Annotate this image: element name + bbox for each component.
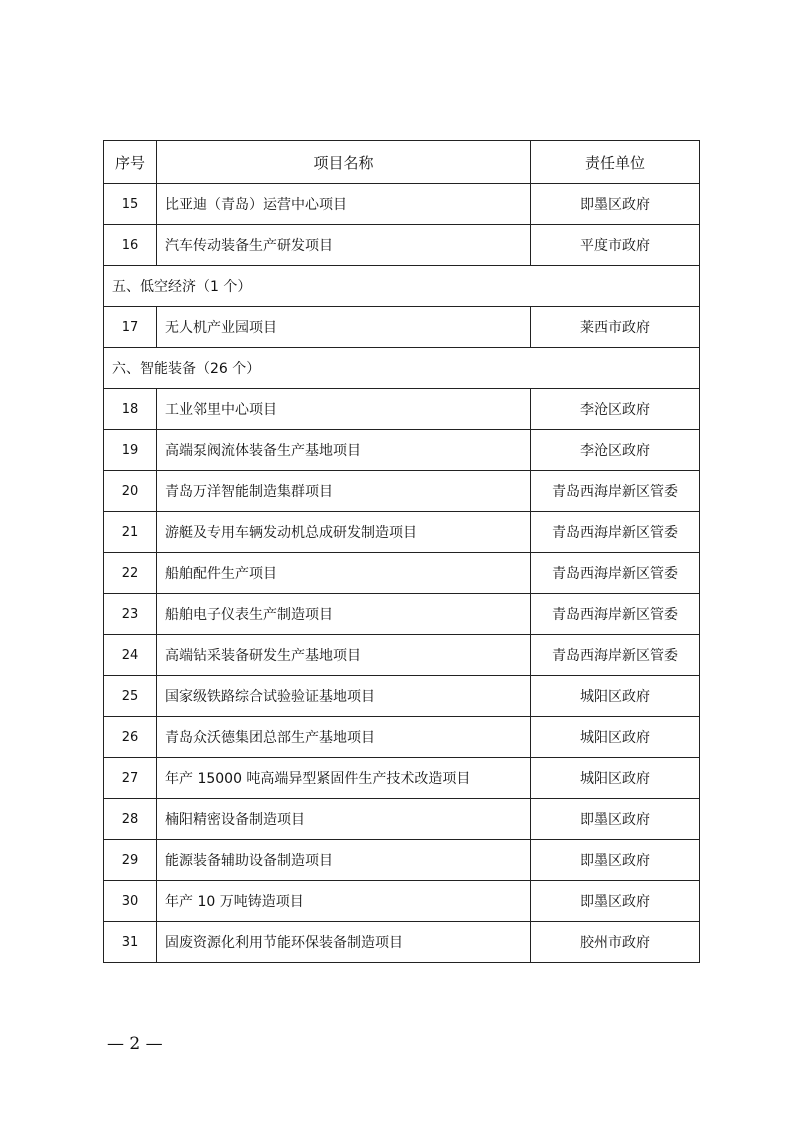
row-project-name: 楠阳精密设备制造项目 <box>157 799 531 840</box>
row-responsible-unit: 李沧区政府 <box>531 430 700 471</box>
row-responsible-unit: 青岛西海岸新区管委 <box>531 594 700 635</box>
row-index: 19 <box>104 430 157 471</box>
row-index: 17 <box>104 307 157 348</box>
table-row <box>104 512 700 553</box>
row-index: 31 <box>104 922 157 963</box>
table-row <box>104 389 700 430</box>
table-row <box>104 676 700 717</box>
section-row <box>104 348 700 389</box>
row-responsible-unit: 城阳区政府 <box>531 676 700 717</box>
row-project-name: 固废资源化利用节能环保装备制造项目 <box>157 922 531 963</box>
row-responsible-unit: 胶州市政府 <box>531 922 700 963</box>
row-responsible-unit: 即墨区政府 <box>531 799 700 840</box>
row-responsible-unit: 城阳区政府 <box>531 717 700 758</box>
table-row <box>104 184 700 225</box>
row-responsible-unit: 青岛西海岸新区管委 <box>531 512 700 553</box>
table-row <box>104 430 700 471</box>
table-row <box>104 635 700 676</box>
project-table <box>103 140 700 963</box>
row-index: 18 <box>104 389 157 430</box>
section-row <box>104 266 700 307</box>
row-project-name: 青岛众沃德集团总部生产基地项目 <box>157 717 531 758</box>
section-label: 六、智能装备（26 个） <box>104 348 700 389</box>
table-row <box>104 307 700 348</box>
row-project-name: 青岛万洋智能制造集群项目 <box>157 471 531 512</box>
row-index: 28 <box>104 799 157 840</box>
row-index: 16 <box>104 225 157 266</box>
row-responsible-unit: 平度市政府 <box>531 225 700 266</box>
row-index: 23 <box>104 594 157 635</box>
row-index: 27 <box>104 758 157 799</box>
row-index: 15 <box>104 184 157 225</box>
row-responsible-unit: 青岛西海岸新区管委 <box>531 553 700 594</box>
row-project-name: 游艇及专用车辆发动机总成研发制造项目 <box>157 512 531 553</box>
row-project-name: 能源装备辅助设备制造项目 <box>157 840 531 881</box>
row-responsible-unit: 城阳区政府 <box>531 758 700 799</box>
row-responsible-unit: 李沧区政府 <box>531 389 700 430</box>
header-responsible-unit: 责任单位 <box>531 141 700 184</box>
row-responsible-unit: 青岛西海岸新区管委 <box>531 471 700 512</box>
page-number: — 2 — <box>107 1034 163 1054</box>
row-responsible-unit: 即墨区政府 <box>531 840 700 881</box>
table-row <box>104 799 700 840</box>
row-index: 21 <box>104 512 157 553</box>
row-project-name: 工业邻里中心项目 <box>157 389 531 430</box>
table-header-row <box>104 141 700 184</box>
table-row <box>104 840 700 881</box>
row-project-name: 无人机产业园项目 <box>157 307 531 348</box>
table-row <box>104 758 700 799</box>
row-index: 30 <box>104 881 157 922</box>
row-project-name: 高端泵阀流体装备生产基地项目 <box>157 430 531 471</box>
row-index: 26 <box>104 717 157 758</box>
table-row <box>104 553 700 594</box>
row-project-name: 年产 10 万吨铸造项目 <box>157 881 531 922</box>
header-project-name: 项目名称 <box>157 141 531 184</box>
table-row <box>104 717 700 758</box>
section-label: 五、低空经济（1 个） <box>104 266 700 307</box>
row-project-name: 船舶配件生产项目 <box>157 553 531 594</box>
row-responsible-unit: 即墨区政府 <box>531 881 700 922</box>
row-index: 22 <box>104 553 157 594</box>
row-project-name: 船舶电子仪表生产制造项目 <box>157 594 531 635</box>
row-index: 25 <box>104 676 157 717</box>
row-index: 29 <box>104 840 157 881</box>
row-project-name: 比亚迪（青岛）运营中心项目 <box>157 184 531 225</box>
row-project-name: 汽车传动装备生产研发项目 <box>157 225 531 266</box>
table-row <box>104 922 700 963</box>
row-project-name: 年产 15000 吨高端异型紧固件生产技术改造项目 <box>157 758 531 799</box>
table-body <box>104 184 700 963</box>
row-responsible-unit: 即墨区政府 <box>531 184 700 225</box>
table-row <box>104 225 700 266</box>
table-row <box>104 881 700 922</box>
row-project-name: 国家级铁路综合试验验证基地项目 <box>157 676 531 717</box>
table-row <box>104 471 700 512</box>
row-index: 24 <box>104 635 157 676</box>
row-index: 20 <box>104 471 157 512</box>
row-project-name: 高端钻采装备研发生产基地项目 <box>157 635 531 676</box>
row-responsible-unit: 青岛西海岸新区管委 <box>531 635 700 676</box>
row-responsible-unit: 莱西市政府 <box>531 307 700 348</box>
header-index: 序号 <box>104 141 157 184</box>
table-row <box>104 594 700 635</box>
